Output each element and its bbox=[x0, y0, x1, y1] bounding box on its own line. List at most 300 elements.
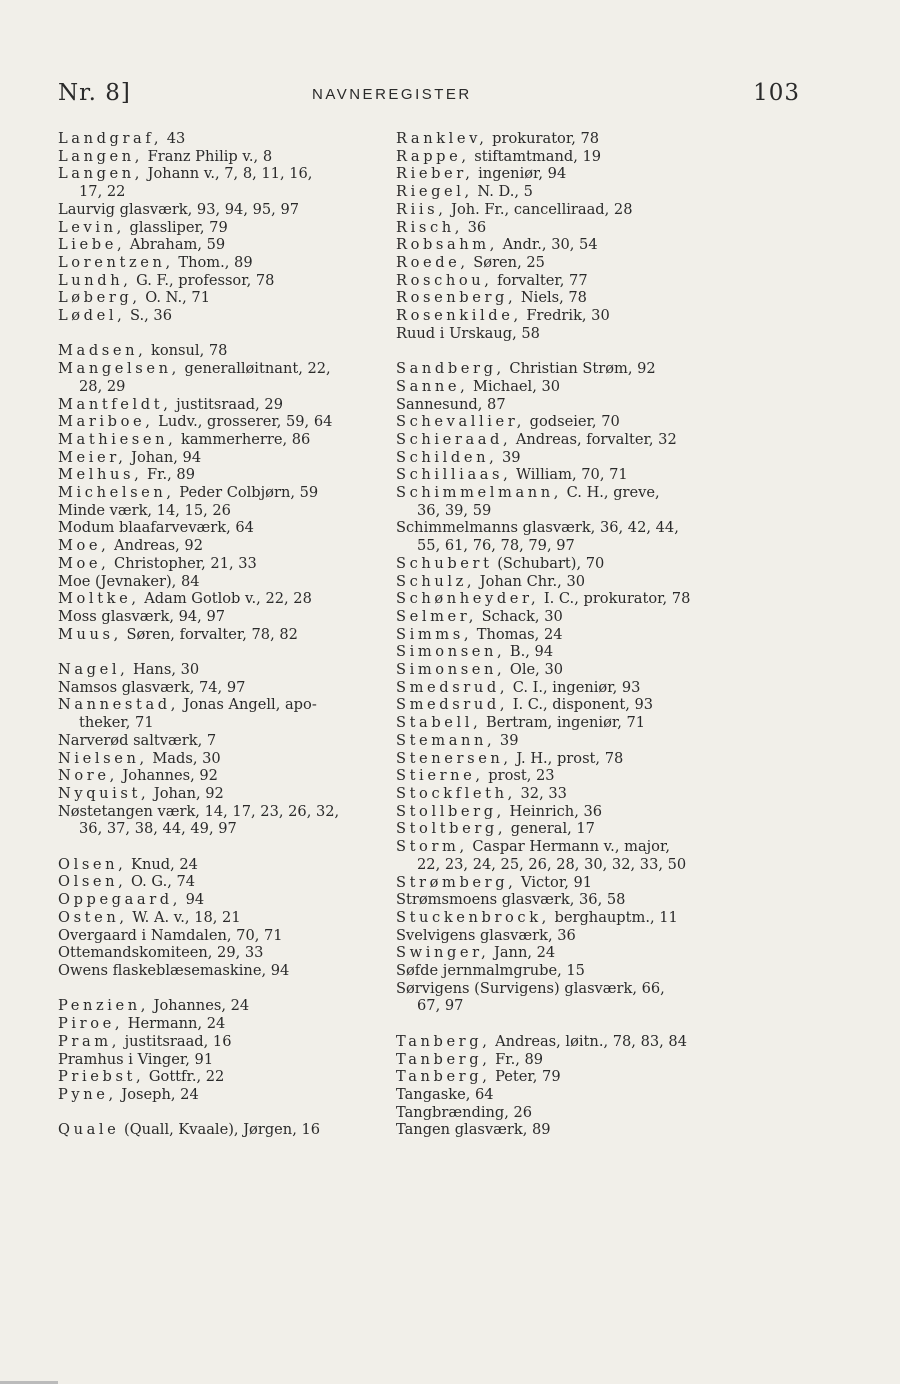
entry-text: (Schubart), 70 bbox=[492, 554, 605, 572]
entry-text: I. C., disponent, 93 bbox=[508, 696, 654, 714]
section-gap bbox=[396, 1015, 740, 1033]
index-entry bbox=[396, 360, 740, 378]
page-header bbox=[58, 80, 800, 116]
index-entry bbox=[396, 449, 740, 467]
index-entry bbox=[396, 1033, 740, 1051]
entry-surname: Schubert bbox=[396, 554, 493, 572]
index-entry bbox=[396, 307, 740, 325]
index-entry bbox=[396, 909, 740, 927]
index-entry bbox=[58, 909, 388, 927]
index-entry-continuation bbox=[58, 378, 388, 396]
entry-text: 36 bbox=[462, 218, 487, 236]
entry-text: Andreas, forvalter, 32 bbox=[511, 430, 677, 448]
entry-text: Michael, 30 bbox=[468, 377, 561, 395]
entry-text: Ottemandskomiteen, 29, 33 bbox=[58, 944, 264, 962]
index-entry bbox=[396, 219, 740, 237]
entry-surname: Lorentzen, bbox=[58, 253, 174, 271]
entry-text: Laurvig glasværk, 93, 94, 95, 97 bbox=[58, 200, 300, 218]
entry-surname: Sanne, bbox=[396, 377, 469, 395]
entry-surname: Swinger, bbox=[396, 944, 490, 962]
index-entry bbox=[396, 165, 740, 183]
entry-text: Sannesund, 87 bbox=[396, 395, 506, 413]
index-entry bbox=[58, 360, 388, 378]
entry-surname: Selmer, bbox=[396, 607, 477, 625]
index-entry bbox=[396, 732, 740, 750]
entry-text: theker, 71 bbox=[79, 714, 154, 732]
index-entry bbox=[396, 272, 740, 290]
index-entry bbox=[58, 750, 388, 768]
index-entry bbox=[396, 378, 740, 396]
entry-text: ingeniør, 94 bbox=[473, 165, 567, 183]
entry-text: stiftamtmand, 19 bbox=[469, 147, 602, 165]
entry-text: Thom., 89 bbox=[173, 253, 253, 271]
index-entry-continuation bbox=[396, 537, 740, 555]
index-entry bbox=[396, 201, 740, 219]
index-entry bbox=[58, 732, 388, 750]
index-entry bbox=[58, 1068, 388, 1086]
index-entry bbox=[396, 767, 740, 785]
entry-surname: Smedsrud, bbox=[396, 696, 509, 714]
entry-surname: Tanberg, bbox=[396, 1032, 491, 1050]
entry-text: Thomas, 24 bbox=[472, 625, 563, 643]
entry-text: C. H., greve, bbox=[562, 484, 660, 502]
entry-surname: Langen, bbox=[58, 147, 144, 165]
entry-surname: Schevallier, bbox=[396, 413, 526, 431]
entry-surname: Pyne, bbox=[58, 1085, 117, 1103]
index-entry bbox=[58, 661, 388, 679]
entry-text: Adam Gotlob v., 22, 28 bbox=[139, 590, 312, 608]
index-entry bbox=[396, 820, 740, 838]
entry-text: Nøstetangen værk, 14, 17, 23, 26, 32, bbox=[58, 802, 340, 820]
index-entry bbox=[58, 626, 388, 644]
index-entry bbox=[58, 1033, 388, 1051]
entry-text: Jonas Angell, apo- bbox=[178, 696, 317, 714]
index-entry bbox=[396, 325, 740, 343]
index-entry bbox=[58, 696, 388, 714]
entry-text: G. F., professor, 78 bbox=[131, 271, 275, 289]
entry-surname: Schilliaas, bbox=[396, 466, 512, 484]
entry-surname: Landgraf, bbox=[58, 130, 163, 147]
entry-surname: Olsen, bbox=[58, 873, 127, 891]
entry-text: Franz Philip v., 8 bbox=[143, 147, 273, 165]
entry-text: Fr., 89 bbox=[490, 1050, 544, 1068]
index-entry bbox=[58, 396, 388, 414]
entry-text: Joh. Fr., cancelliraad, 28 bbox=[446, 200, 633, 218]
entry-text: Andr., 30, 54 bbox=[497, 236, 598, 254]
index-entry bbox=[396, 590, 740, 608]
section-gap bbox=[58, 325, 388, 343]
entry-surname: Rieber, bbox=[396, 165, 474, 183]
index-entry bbox=[58, 502, 388, 520]
index-entry bbox=[396, 962, 740, 980]
index-entry bbox=[396, 183, 740, 201]
entry-surname: Roede, bbox=[396, 253, 469, 271]
index-entry bbox=[58, 413, 388, 431]
entry-text: (Quall, Kvaale), Jørgen, 16 bbox=[119, 1121, 321, 1139]
index-entry bbox=[396, 466, 740, 484]
entry-text: Jann, 24 bbox=[489, 944, 556, 962]
entry-surname: Rosenberg, bbox=[396, 289, 517, 307]
entry-text: Victor, 91 bbox=[516, 873, 593, 891]
entry-surname: Robsahm, bbox=[396, 236, 498, 254]
entry-text: prokurator, 78 bbox=[487, 130, 600, 147]
entry-surname: Simms, bbox=[396, 625, 473, 643]
entry-text: 43 bbox=[162, 130, 186, 147]
index-entry bbox=[396, 396, 740, 414]
index-entry bbox=[58, 873, 388, 891]
entry-surname: Rosenkilde, bbox=[396, 307, 522, 325]
entry-text: 39 bbox=[495, 731, 519, 749]
index-entry bbox=[396, 254, 740, 272]
entry-text: Tangen glasværk, 89 bbox=[396, 1121, 551, 1139]
entry-text: Johannes, 24 bbox=[149, 997, 250, 1015]
entry-surname: Moltke, bbox=[58, 590, 140, 608]
index-entry bbox=[396, 555, 740, 573]
entry-text: Overgaard i Namdalen, 70, 71 bbox=[58, 926, 283, 944]
entry-surname: Risch, bbox=[396, 218, 463, 236]
entry-text: N. D., 5 bbox=[472, 183, 533, 201]
entry-surname: Muus, bbox=[58, 625, 122, 643]
entry-text: general, 17 bbox=[506, 820, 595, 838]
index-entry bbox=[396, 803, 740, 821]
entry-text: C. I., ingeniør, 93 bbox=[508, 678, 641, 696]
entry-text: Ole, 30 bbox=[505, 661, 564, 679]
entry-surname: Riis, bbox=[396, 200, 447, 218]
index-entry bbox=[58, 289, 388, 307]
entry-text: Namsos glasværk, 74, 97 bbox=[58, 678, 246, 696]
entry-text: Tangaske, 64 bbox=[396, 1085, 494, 1103]
index-entry bbox=[396, 484, 740, 502]
entry-text: B., 94 bbox=[505, 643, 554, 661]
entry-surname: Tanberg, bbox=[396, 1050, 491, 1068]
entry-text: Fr., 89 bbox=[142, 466, 195, 484]
entry-surname: Osten, bbox=[58, 908, 128, 926]
index-entry bbox=[396, 519, 740, 537]
entry-text: Ludv., grosserer, 59, 64 bbox=[153, 413, 333, 431]
index-entry-continuation bbox=[58, 820, 388, 838]
index-entry-continuation bbox=[396, 997, 740, 1015]
entry-surname: Stierne, bbox=[396, 767, 484, 785]
index-entry bbox=[396, 413, 740, 431]
entry-text: Niels, 78 bbox=[516, 289, 587, 307]
entry-text: Schack, 30 bbox=[477, 607, 563, 625]
index-entry bbox=[58, 219, 388, 237]
entry-text: godseier, 70 bbox=[525, 413, 620, 431]
index-entry bbox=[396, 130, 740, 148]
entry-surname: Mariboe, bbox=[58, 413, 154, 431]
entry-text: Schimmelmanns glasværk, 36, 42, 44, bbox=[396, 519, 679, 537]
entry-text: I. C., prokurator, 78 bbox=[539, 590, 691, 608]
entry-text: justitsraad, 16 bbox=[119, 1032, 232, 1050]
entry-surname: Moe, bbox=[58, 537, 110, 555]
index-entry bbox=[58, 130, 388, 148]
section-gap bbox=[58, 980, 388, 998]
index-entry bbox=[58, 236, 388, 254]
index-entry bbox=[396, 289, 740, 307]
index-entry bbox=[396, 874, 740, 892]
index-entry bbox=[58, 148, 388, 166]
index-entry bbox=[396, 1121, 740, 1139]
index-entry bbox=[396, 750, 740, 768]
index-entry bbox=[58, 962, 388, 980]
entry-text: Søfde jernmalmgrube, 15 bbox=[396, 962, 585, 980]
entry-surname: Levin, bbox=[58, 218, 125, 236]
entry-text: Johann v., 7, 8, 11, 16, bbox=[143, 165, 313, 183]
entry-text: S., 36 bbox=[125, 307, 172, 325]
entry-surname: Storm, bbox=[396, 838, 468, 856]
entry-text: Ruud i Urskaug, 58 bbox=[396, 324, 540, 342]
index-entry bbox=[58, 201, 388, 219]
entry-surname: Roschou, bbox=[396, 271, 493, 289]
index-entry bbox=[396, 944, 740, 962]
entry-text: Knud, 24 bbox=[126, 855, 198, 873]
entry-text: kammerherre, 86 bbox=[176, 430, 311, 448]
entry-surname: Nyquist, bbox=[58, 784, 150, 802]
entry-surname: Mantfeldt, bbox=[58, 395, 172, 413]
entry-text: Owens flaskeblæsemaskine, 94 bbox=[58, 962, 290, 979]
index-entry bbox=[58, 997, 388, 1015]
index-entry bbox=[396, 1104, 740, 1122]
index-entry bbox=[396, 661, 740, 679]
index-entry bbox=[58, 803, 388, 821]
index-entry bbox=[58, 608, 388, 626]
entry-text: Minde værk, 14, 15, 26 bbox=[58, 501, 231, 519]
entry-surname: Schønheyder, bbox=[396, 590, 540, 608]
entry-surname: Løberg, bbox=[58, 289, 141, 307]
entry-text: Bertram, ingeniør, 71 bbox=[481, 714, 646, 732]
entry-surname: Nannestad, bbox=[58, 696, 179, 714]
entry-text: generalløitnant, 22, bbox=[179, 360, 331, 378]
entry-text: Strømsmoens glasværk, 36, 58 bbox=[396, 891, 626, 909]
entry-text: konsul, 78 bbox=[146, 342, 228, 360]
entry-text: Heinrich, 36 bbox=[504, 802, 603, 820]
index-entry bbox=[396, 1068, 740, 1086]
entry-text: justitsraad, 29 bbox=[171, 395, 283, 413]
index-entry bbox=[58, 449, 388, 467]
page-title: NAVNEREGISTER bbox=[312, 86, 472, 103]
index-entry bbox=[396, 891, 740, 909]
entry-surname: Schulz, bbox=[396, 572, 476, 590]
index-entry bbox=[58, 590, 388, 608]
entry-text: Mads, 30 bbox=[147, 749, 221, 767]
entry-surname: Moe, bbox=[58, 554, 110, 572]
entry-surname: Stuckenbrock, bbox=[396, 908, 550, 926]
entry-surname: Sandberg, bbox=[396, 360, 505, 378]
entry-surname: Quale bbox=[58, 1121, 120, 1139]
index-entry bbox=[58, 1086, 388, 1104]
entry-surname: Stabell, bbox=[396, 714, 482, 732]
index-entry-continuation bbox=[396, 856, 740, 874]
entry-surname: Simonsen, bbox=[396, 643, 506, 661]
entry-text: O. N., 71 bbox=[140, 289, 210, 307]
index-column-right bbox=[396, 130, 740, 1139]
entry-text: Moss glasværk, 94, 97 bbox=[58, 607, 226, 625]
entry-text: 28, 29 bbox=[79, 377, 126, 395]
entry-surname: Rappe, bbox=[396, 147, 470, 165]
entry-text: prost, 23 bbox=[483, 767, 555, 785]
entry-text: Peder Colbjørn, 59 bbox=[174, 484, 319, 502]
entry-surname: Melhus, bbox=[58, 466, 143, 484]
index-entry bbox=[396, 1051, 740, 1069]
entry-text: Fredrik, 30 bbox=[521, 307, 610, 325]
entry-text: 32, 33 bbox=[515, 785, 567, 802]
index-entry bbox=[58, 573, 388, 591]
entry-text: Moe (Jevnaker), 84 bbox=[58, 572, 200, 590]
index-entry bbox=[58, 891, 388, 909]
entry-surname: Penzien, bbox=[58, 997, 150, 1015]
index-entry bbox=[58, 1121, 388, 1139]
entry-surname: Oppegaard, bbox=[58, 891, 181, 909]
entry-text: Andreas, løitn., 78, 83, 84 bbox=[490, 1032, 688, 1050]
index-entry bbox=[58, 537, 388, 555]
section-gap bbox=[58, 643, 388, 661]
index-entry bbox=[58, 272, 388, 290]
entry-text: Johan, 94 bbox=[126, 448, 202, 466]
entry-text: Narverød saltværk, 7 bbox=[58, 731, 217, 749]
entry-text: Johan Chr., 30 bbox=[475, 572, 586, 590]
index-entry bbox=[396, 608, 740, 626]
entry-text: Andreas, 92 bbox=[109, 537, 203, 555]
entry-text: berghauptm., 11 bbox=[549, 908, 678, 926]
entry-surname: Lødel, bbox=[58, 307, 126, 325]
index-entry bbox=[396, 785, 740, 803]
index-column-left bbox=[58, 130, 388, 1139]
index-entry bbox=[396, 431, 740, 449]
entry-text: 55, 61, 76, 78, 79, 97 bbox=[417, 537, 575, 555]
entry-surname: Pram, bbox=[58, 1032, 120, 1050]
entry-text: William, 70, 71 bbox=[511, 466, 628, 484]
entry-surname: Stemann, bbox=[396, 731, 496, 749]
index-entry bbox=[396, 236, 740, 254]
index-entry bbox=[58, 519, 388, 537]
index-entry bbox=[396, 643, 740, 661]
issue-number: Nr. 8] bbox=[58, 80, 131, 106]
index-entry bbox=[58, 484, 388, 502]
entry-text: 36, 39, 59 bbox=[417, 501, 492, 519]
entry-text: Joseph, 24 bbox=[116, 1085, 199, 1103]
index-entry bbox=[58, 856, 388, 874]
entry-text: Peter, 79 bbox=[490, 1068, 561, 1086]
entry-surname: Michelsen, bbox=[58, 484, 175, 502]
entry-text: Johan, 92 bbox=[149, 784, 224, 802]
entry-text: 36, 37, 38, 44, 49, 97 bbox=[79, 820, 237, 838]
entry-surname: Madsen, bbox=[58, 342, 147, 360]
index-entry bbox=[396, 838, 740, 856]
entry-surname: Piroe, bbox=[58, 1015, 124, 1033]
index-entry bbox=[58, 431, 388, 449]
entry-surname: Schimmelmann, bbox=[396, 484, 562, 502]
entry-surname: Stockfleth, bbox=[396, 785, 516, 802]
entry-surname: Lundh, bbox=[58, 271, 132, 289]
index-entry bbox=[396, 696, 740, 714]
section-gap bbox=[58, 1104, 388, 1122]
entry-surname: Simonsen, bbox=[396, 661, 506, 679]
entry-text: Hermann, 24 bbox=[123, 1015, 226, 1033]
index-entry-continuation bbox=[58, 183, 388, 201]
index-entry bbox=[58, 679, 388, 697]
entry-text: Sørvigens (Survigens) glasværk, 66, bbox=[396, 979, 665, 997]
index-entry bbox=[58, 254, 388, 272]
entry-surname: Tanberg, bbox=[396, 1068, 491, 1086]
index-entry bbox=[58, 944, 388, 962]
entry-surname: Riegel, bbox=[396, 183, 473, 201]
entry-text: J. H., prost, 78 bbox=[511, 749, 624, 767]
entry-text: 22, 23, 24, 25, 26, 28, 30, 32, 33, 50 bbox=[417, 855, 687, 873]
entry-surname: Stenersen, bbox=[396, 749, 512, 767]
entry-surname: Meier, bbox=[58, 448, 127, 466]
entry-surname: Schieraad, bbox=[396, 430, 512, 448]
entry-surname: Langen, bbox=[58, 165, 144, 183]
entry-text: forvalter, 77 bbox=[492, 271, 588, 289]
entry-text: glassliper, 79 bbox=[124, 218, 228, 236]
entry-surname: Smedsrud, bbox=[396, 678, 509, 696]
index-entry-continuation bbox=[396, 502, 740, 520]
entry-surname: Liebe, bbox=[58, 236, 126, 254]
entry-text: Modum blaafarveværk, 64 bbox=[58, 519, 254, 537]
index-entry bbox=[58, 767, 388, 785]
index-entry bbox=[58, 555, 388, 573]
entry-text: Svelvigens glasværk, 36 bbox=[396, 926, 576, 944]
index-entry bbox=[396, 626, 740, 644]
entry-text: Abraham, 59 bbox=[125, 236, 226, 254]
index-entry-continuation bbox=[58, 714, 388, 732]
index-entry bbox=[396, 148, 740, 166]
page-number: 103 bbox=[753, 80, 800, 106]
entry-surname: Strømberg, bbox=[396, 873, 517, 891]
section-gap bbox=[396, 342, 740, 360]
entry-text: Johannes, 92 bbox=[117, 767, 218, 785]
entry-text: Pramhus i Vinger, 91 bbox=[58, 1050, 214, 1068]
entry-text: Søren, 25 bbox=[468, 253, 545, 271]
entry-surname: Mangelsen, bbox=[58, 360, 180, 378]
section-gap bbox=[58, 838, 388, 856]
index-entry bbox=[396, 679, 740, 697]
index-entry bbox=[58, 1015, 388, 1033]
entry-text: Hans, 30 bbox=[128, 661, 200, 679]
entry-surname: Ranklev, bbox=[396, 130, 488, 147]
entry-surname: Nielsen, bbox=[58, 749, 148, 767]
entry-text: Gottfr., 22 bbox=[144, 1068, 225, 1086]
entry-text: 39 bbox=[497, 448, 521, 466]
index-entry bbox=[58, 307, 388, 325]
entry-text: Christopher, 21, 33 bbox=[109, 554, 257, 572]
entry-text: W. A. v., 18, 21 bbox=[127, 908, 241, 926]
index-entry bbox=[58, 785, 388, 803]
entry-text: Christian Strøm, 92 bbox=[504, 360, 656, 378]
entry-text: Søren, forvalter, 78, 82 bbox=[121, 625, 298, 643]
index-entry bbox=[396, 573, 740, 591]
entry-surname: Mathiesen, bbox=[58, 430, 177, 448]
index-entry bbox=[58, 342, 388, 360]
index-entry bbox=[396, 1086, 740, 1104]
entry-surname: Nore, bbox=[58, 767, 118, 785]
entry-text: Tangbrænding, 26 bbox=[396, 1103, 533, 1121]
entry-surname: Stoltberg, bbox=[396, 820, 507, 838]
entry-surname: Stollberg, bbox=[396, 802, 505, 820]
entry-surname: Schilden, bbox=[396, 448, 498, 466]
entry-surname: Priebst, bbox=[58, 1068, 145, 1086]
entry-surname: Olsen, bbox=[58, 855, 127, 873]
entry-surname: Nagel, bbox=[58, 661, 129, 679]
index-entry bbox=[396, 927, 740, 945]
index-entry bbox=[58, 466, 388, 484]
entry-text: 94 bbox=[181, 891, 205, 909]
entry-text: 67, 97 bbox=[417, 997, 464, 1015]
index-entry bbox=[58, 927, 388, 945]
index-entry bbox=[58, 165, 388, 183]
entry-text: O. G., 74 bbox=[126, 873, 196, 891]
index-entry bbox=[396, 714, 740, 732]
